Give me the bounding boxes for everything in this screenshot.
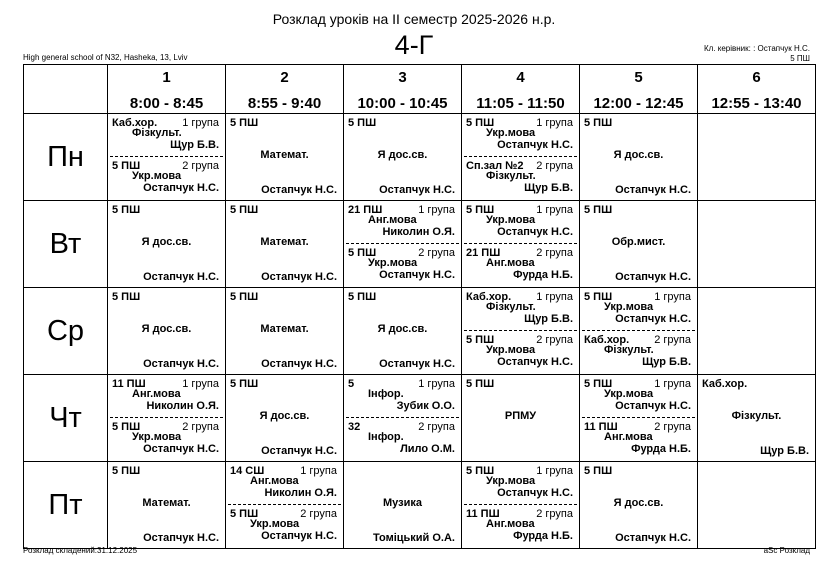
teacher-label: Остапчук Н.С. (261, 445, 337, 457)
subject-label: Анг.мова (368, 214, 417, 226)
room-label: 21 ПШ (466, 247, 501, 259)
teacher-label: Остапчук Н.С. (379, 358, 455, 370)
room-label: 5 ПШ (112, 291, 141, 303)
group-label: 2 група (418, 421, 455, 433)
subject-label: Укр.мова (250, 518, 300, 530)
lesson-cell (108, 288, 226, 375)
lesson-group-2 (108, 418, 225, 461)
teacher-label: Николин О.Я. (264, 487, 337, 499)
subject-label: Я дос.св. (613, 149, 664, 161)
room-label: 5 ПШ (466, 465, 495, 477)
lesson-group-2 (462, 505, 579, 548)
room-label: 5 ПШ (466, 117, 495, 129)
subject-label: Фізкульт. (486, 170, 536, 182)
group-label: 1 група (654, 291, 691, 303)
lesson-cell (108, 114, 226, 201)
period-number: 3 (398, 69, 407, 86)
lesson (344, 288, 461, 374)
lesson (344, 462, 461, 548)
room-label: 5 ПШ (466, 334, 495, 346)
room-label: 32 (348, 421, 361, 433)
period-header (344, 65, 462, 114)
lesson (226, 201, 343, 287)
subject-label: Фізкульт. (731, 410, 782, 422)
period-time: 8:55 - 9:40 (247, 95, 322, 112)
teacher-label: Остапчук Н.С. (261, 184, 337, 196)
teacher-label: Лило О.М. (400, 443, 455, 455)
teacher-label: Остапчук Н.С. (143, 443, 219, 455)
group-label: 2 група (536, 247, 573, 259)
period-number: 5 (634, 69, 643, 86)
timetable-header (24, 65, 816, 114)
teacher-label: Фурда Н.Б. (513, 530, 573, 542)
lesson-group-1 (344, 375, 461, 418)
day-label: Вт (24, 201, 108, 288)
lesson (580, 462, 697, 548)
room-label: 5 ПШ (230, 508, 259, 520)
subject-label: Математ. (142, 497, 191, 509)
lesson-group-2 (462, 157, 579, 200)
teacher-label: Томіцький О.А. (372, 532, 455, 544)
group-divider (110, 417, 223, 418)
group-label: 1 група (536, 204, 573, 216)
group-label: 1 група (182, 117, 219, 129)
room-label: 5 ПШ (230, 378, 259, 390)
teacher-label: Щур Б.В. (524, 182, 573, 194)
lesson-group-1 (344, 201, 461, 244)
day-row (24, 288, 816, 375)
teacher-label: Николин О.Я. (382, 226, 455, 238)
lesson-group-2 (344, 418, 461, 461)
lesson-group-1 (462, 201, 579, 244)
subject-label: Анг.мова (486, 518, 535, 530)
created-date: Розклад складений:31.12.2025 (23, 546, 138, 555)
lesson-group-2 (580, 331, 697, 374)
teacher-label: Остапчук Н.С. (143, 358, 219, 370)
subject-label: Інфор. (368, 388, 404, 400)
group-label: 2 група (182, 421, 219, 433)
lesson (226, 288, 343, 374)
corner-cell (24, 65, 108, 114)
room-label: 21 ПШ (348, 204, 383, 216)
room-label: 5 ПШ (112, 160, 141, 172)
lesson (108, 288, 225, 374)
teacher-label: Фурда Н.Б. (631, 443, 691, 455)
group-label: 2 група (536, 508, 573, 520)
class-teacher-info (704, 44, 810, 64)
subject-label: Математ. (260, 149, 309, 161)
room-label: 5 ПШ (230, 291, 259, 303)
lesson-cell (580, 114, 698, 201)
group-label: 1 група (182, 378, 219, 390)
group-divider (110, 156, 223, 157)
room-label: 5 ПШ (348, 117, 377, 129)
lesson-cell (462, 462, 580, 549)
lesson-cell (108, 201, 226, 288)
room-label: 5 ПШ (466, 204, 495, 216)
teacher-label: Остапчук Н.С. (143, 182, 219, 194)
period-time: 12:00 - 12:45 (593, 95, 684, 112)
lesson-cell (344, 375, 462, 462)
room-label: Каб.хор. (584, 334, 630, 346)
teacher-label: Фурда Н.Б. (513, 269, 573, 281)
lesson (698, 375, 815, 461)
group-label: 2 група (418, 247, 455, 259)
teacher-label: Остапчук Н.С. (143, 532, 219, 544)
class-teacher-label: Кл. керівник: : Остапчук Н.С. (703, 44, 810, 53)
lesson-group-1 (108, 114, 225, 157)
lesson-cell (226, 462, 344, 549)
subject-label: Я дос.св. (377, 149, 428, 161)
lesson-cell (226, 201, 344, 288)
room-label: 5 ПШ (584, 204, 613, 216)
day-label: Пт (24, 462, 108, 549)
timetable-grid (23, 64, 816, 549)
teacher-label: Щур Б.В. (524, 313, 573, 325)
lesson-group-1 (580, 288, 697, 331)
lesson-cell (462, 375, 580, 462)
period-header (226, 65, 344, 114)
lesson-group-2 (462, 331, 579, 374)
group-label: 1 група (536, 291, 573, 303)
class-name: 4-Г (394, 30, 434, 60)
period-header-row (24, 65, 816, 114)
lesson-cell (344, 462, 462, 549)
subject-label: Математ. (260, 236, 309, 248)
room-label: 5 ПШ (112, 421, 141, 433)
lesson-group-1 (226, 462, 343, 505)
group-label: 1 група (536, 465, 573, 477)
lesson-cell (226, 375, 344, 462)
group-label: 2 група (300, 508, 337, 520)
room-label: 5 (348, 378, 355, 390)
lesson-cell (344, 114, 462, 201)
period-header (108, 65, 226, 114)
lesson-cell (698, 288, 816, 375)
teacher-label: Остапчук Н.С. (379, 184, 455, 196)
lesson-group-1 (580, 375, 697, 418)
room-label: 5 ПШ (584, 117, 613, 129)
lesson-cell (580, 462, 698, 549)
period-header (462, 65, 580, 114)
room-label: Каб.хор. (112, 117, 158, 129)
subject-label: РПМУ (504, 410, 537, 422)
period-time: 11:05 - 11:50 (476, 95, 565, 112)
day-label: Пн (24, 114, 108, 201)
lesson-group-1 (462, 462, 579, 505)
lesson (462, 375, 579, 461)
teacher-label: Остапчук Н.С. (615, 184, 691, 196)
subject-label: Укр.мова (132, 170, 182, 182)
group-label: 2 група (654, 421, 691, 433)
lesson-cell (698, 201, 816, 288)
lesson-group-2 (108, 157, 225, 200)
day-label: Чт (24, 375, 108, 462)
room-label: 5 ПШ (230, 117, 259, 129)
subject-label: Математ. (260, 323, 309, 335)
room-label: 5 ПШ (584, 465, 613, 477)
group-label: 2 група (654, 334, 691, 346)
teacher-label: Остапчук Н.С. (497, 139, 573, 151)
group-divider (582, 330, 695, 331)
subject-label: Анг.мова (132, 388, 181, 400)
lesson-cell (698, 114, 816, 201)
lesson-group-2 (344, 244, 461, 287)
lesson-group-1 (462, 114, 579, 157)
lesson-group-2 (462, 244, 579, 287)
lesson (344, 114, 461, 200)
subject-label: Укр.мова (486, 344, 536, 356)
period-header (580, 65, 698, 114)
teacher-label: Остапчук Н.С. (615, 400, 691, 412)
day-label: Ср (24, 288, 108, 375)
lesson (108, 201, 225, 287)
class-room-label: 5 ПШ (790, 54, 810, 63)
lesson-cell (698, 462, 816, 549)
group-divider (346, 243, 459, 244)
period-header (698, 65, 816, 114)
room-label: 5 ПШ (230, 204, 259, 216)
period-time: 8:00 - 8:45 (129, 95, 204, 112)
group-divider (582, 417, 695, 418)
lesson-cell (226, 288, 344, 375)
teacher-label: Щур Б.В. (642, 356, 691, 368)
subject-label: Укр.мова (132, 431, 182, 443)
timetable-body (24, 114, 816, 549)
room-label: 14 СШ (230, 465, 265, 477)
teacher-label: Остапчук Н.С. (497, 226, 573, 238)
subject-label: Обр.мист. (611, 236, 666, 248)
subject-label: Анг.мова (604, 431, 653, 443)
room-label: Каб.хор. (466, 291, 512, 303)
lesson-cell (108, 375, 226, 462)
lesson-cell (462, 288, 580, 375)
subject-label: Я дос.св. (259, 410, 310, 422)
teacher-label: Остапчук Н.С. (615, 313, 691, 325)
lesson-cell (108, 462, 226, 549)
teacher-label: Щур Б.В. (760, 445, 809, 457)
subject-label: Я дос.св. (613, 497, 664, 509)
lesson-cell (580, 375, 698, 462)
period-time: 12:55 - 13:40 (711, 95, 802, 112)
period-number: 6 (752, 69, 761, 86)
group-label: 1 група (418, 204, 455, 216)
day-row (24, 114, 816, 201)
room-label: 11 ПШ (466, 508, 500, 520)
group-divider (464, 243, 577, 244)
subject-label: Фізкульт. (486, 301, 536, 313)
subject-label: Анг.мова (486, 257, 535, 269)
day-row (24, 462, 816, 549)
lesson-cell (462, 114, 580, 201)
lesson-group-1 (108, 375, 225, 418)
period-number: 4 (516, 69, 525, 86)
period-time: 10:00 - 10:45 (357, 95, 448, 112)
lesson (580, 201, 697, 287)
subject-label: Я дос.св. (377, 323, 428, 335)
group-divider (464, 504, 577, 505)
group-label: 1 група (654, 378, 691, 390)
group-label: 2 група (536, 334, 573, 346)
teacher-label: Остапчук Н.С. (379, 269, 455, 281)
teacher-label: Николин О.Я. (146, 400, 219, 412)
subject-label: Я дос.св. (141, 236, 192, 248)
group-label: 1 група (418, 378, 455, 390)
teacher-label: Остапчук Н.С. (143, 271, 219, 283)
teacher-label: Остапчук Н.С. (615, 532, 691, 544)
room-label: Сп.зал №2 (466, 160, 524, 172)
subject-label: Інфор. (368, 431, 404, 443)
subject-label: Укр.мова (486, 214, 536, 226)
teacher-label: Зубик О.О. (396, 400, 455, 412)
teacher-label: Щур Б.В. (170, 139, 219, 151)
room-label: 11 ПШ (584, 421, 618, 433)
teacher-label: Остапчук Н.С. (261, 271, 337, 283)
page-title: Розклад уроків на ІІ семестр 2025-2026 н.р. (272, 11, 556, 27)
subject-label: Укр.мова (604, 388, 654, 400)
group-divider (464, 156, 577, 157)
subject-label: Укр.мова (486, 475, 536, 487)
room-label: 5 ПШ (348, 247, 377, 259)
subject-label: Фізкульт. (132, 127, 182, 139)
subject-label: Укр.мова (368, 257, 418, 269)
school-name: High general school of N32, Hasheka, 13, Lviv (23, 53, 188, 62)
subject-label: Анг.мова (250, 475, 299, 487)
lesson-cell (580, 288, 698, 375)
day-row (24, 201, 816, 288)
room-label: 5 ПШ (466, 378, 495, 390)
subject-label: Укр.мова (604, 301, 654, 313)
period-number: 2 (280, 69, 289, 86)
lesson-group-1 (462, 288, 579, 331)
subject-label: Я дос.св. (141, 323, 192, 335)
subject-label: Фізкульт. (604, 344, 654, 356)
lesson-cell (580, 201, 698, 288)
group-divider (228, 504, 341, 505)
group-label: 1 група (300, 465, 337, 477)
lesson-group-2 (580, 418, 697, 461)
teacher-label: Остапчук Н.С. (261, 530, 337, 542)
lesson (580, 114, 697, 200)
lesson (226, 375, 343, 461)
room-label: 11 ПШ (112, 378, 146, 390)
day-row (24, 375, 816, 462)
subject-label: Музика (383, 497, 422, 509)
lesson-cell (344, 288, 462, 375)
room-label: 5 ПШ (584, 378, 613, 390)
room-label: 5 ПШ (584, 291, 613, 303)
lesson (226, 114, 343, 200)
group-divider (346, 417, 459, 418)
teacher-label: Остапчук Н.С. (497, 356, 573, 368)
group-label: 2 група (182, 160, 219, 172)
group-divider (464, 330, 577, 331)
teacher-label: Остапчук Н.С. (497, 487, 573, 499)
period-number: 1 (162, 69, 171, 86)
room-label: 5 ПШ (112, 465, 141, 477)
lesson-cell (226, 114, 344, 201)
group-label: 2 група (536, 160, 573, 172)
room-label: 5 ПШ (348, 291, 377, 303)
group-label: 1 група (536, 117, 573, 129)
lesson-group-2 (226, 505, 343, 548)
teacher-label: Остапчук Н.С. (615, 271, 691, 283)
teacher-label: Остапчук Н.С. (261, 358, 337, 370)
software-name: aSc Розклад (763, 546, 810, 555)
lesson-cell (698, 375, 816, 462)
subject-label: Укр.мова (486, 127, 536, 139)
room-label: Каб.хор. (702, 378, 748, 390)
room-label: 5 ПШ (112, 204, 141, 216)
lesson-cell (462, 201, 580, 288)
lesson (108, 462, 225, 548)
lesson-cell (344, 201, 462, 288)
